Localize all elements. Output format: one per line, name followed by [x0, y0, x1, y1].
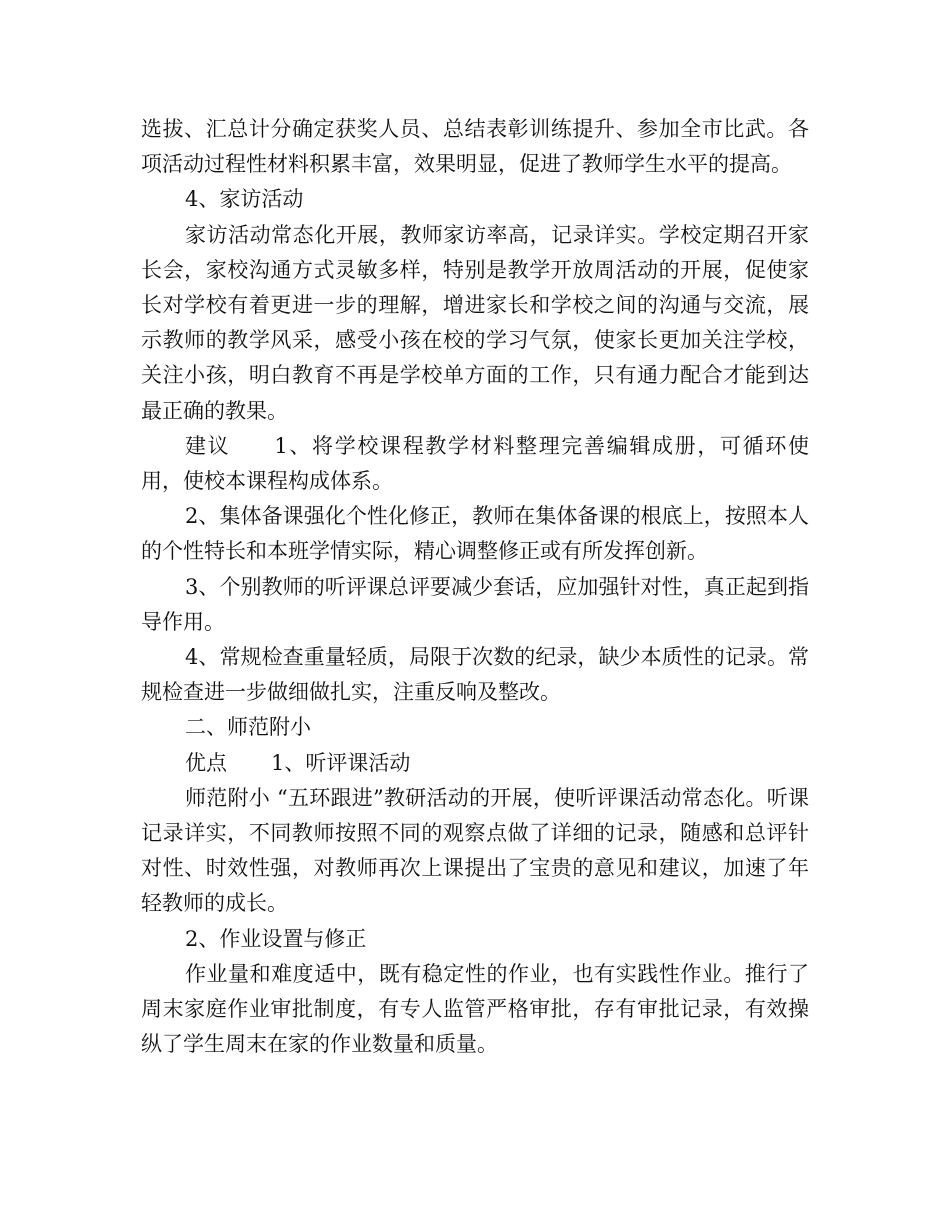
paragraph-homework: 作业量和难度适中，既有稳定性的作业，也有实践性作业。推行了周末家庭作业审批制度，有专人监管严格审批，存有审批记录，有效操纵了学生周末在家的作业数量和质量。	[141, 961, 809, 1057]
advantage-text: 1、听评课活动	[271, 750, 411, 775]
paragraph-suggestion-2: 2、集体备课强化个性化修正，教师在集体备课的根底上，按照本人的个性特长和本班学情实际，精心调整修正或有所发挥创新。	[141, 504, 809, 564]
heading-normal-school: 二、师范附小	[185, 715, 311, 740]
paragraph-lesson-evaluation: 师范附小 “五环跟进”教研活动的开展，使听评课活动常态化。听课记录详实，不同教师按照不同的观察点做了详细的记录，随感和总评针对性、时效性强，对教师再次上课提出了宝贵的意见和建议，加速了年轻教师的成长。	[141, 785, 809, 916]
suggestion-text: 1、将学校课程教学材料整理完善编辑成册，可循环使用，使校本课程构成体系。	[141, 433, 810, 494]
paragraph-suggestion-1	[141, 429, 809, 499]
heading-home-visit: 4、家访活动	[185, 187, 304, 212]
paragraph-suggestion-3: 3、个别教师的听评课总评要减少套话，应加强针对性，真正起到指导作用。	[141, 574, 809, 634]
heading-homework: 2、作业设置与修正	[185, 926, 367, 951]
suggestion-label: 建议	[185, 433, 231, 458]
advantage-label: 优点	[185, 750, 227, 775]
paragraph-activity-summary: 选拔、汇总计分确定获奖人员、总结表彰训练提升、参加全市比武。各项活动过程性材料积累丰富，效果明显，促进了教师学生水平的提高。	[141, 117, 809, 177]
paragraph-advantage-1	[141, 746, 809, 781]
paragraph-home-visit: 家访活动常态化开展，教师家访率高，记录详实。学校定期召开家长会，家校沟通方式灵敏多样，特别是教学开放周活动的开展，促使家长对学校有着更进一步的理解，增进家长和学校之间的沟通与交流，展示教师的教学风采，感受小孩在校的学习气氛，使家长更加关注学校，关注小孩，明白教育不再是学校单方面的工作，只有通力配合才能到达最正确的教果。	[141, 222, 809, 423]
paragraph-suggestion-4: 4、常规检查重量轻质，局限于次数的纪录，缺少本质性的记录。常规检查进一步做细做扎实，注重反响及整改。	[141, 645, 809, 705]
document-body	[141, 112, 809, 1062]
